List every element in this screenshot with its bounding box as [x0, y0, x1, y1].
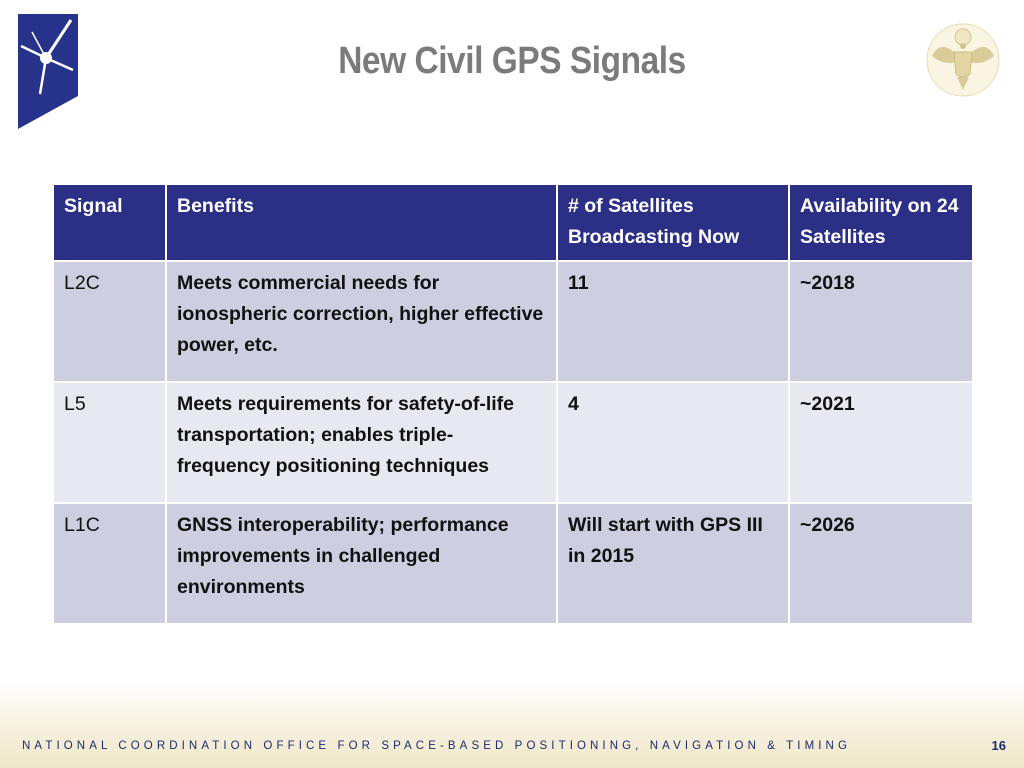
cell-availability: ~2026	[789, 503, 973, 624]
cell-availability: ~2021	[789, 382, 973, 503]
header-satellites: # of Satellites Broadcasting Now	[557, 184, 789, 261]
cell-benefits: Meets requirements for safety-of-life transportation; enables triple-frequency positioning techniques	[166, 382, 557, 503]
signals-table	[52, 183, 974, 625]
cell-benefits: GNSS interoperability; performance improvements in challenged environments	[166, 503, 557, 624]
footer-band	[0, 683, 1024, 768]
table-row	[53, 382, 973, 503]
table-header-row	[53, 184, 973, 261]
cell-signal: L1C	[53, 503, 166, 624]
cell-satellites: 11	[557, 261, 789, 382]
cell-satellites: 4	[557, 382, 789, 503]
table-row	[53, 261, 973, 382]
header-availability: Availability on 24 Satellites	[789, 184, 973, 261]
footer-organization: NATIONAL COORDINATION OFFICE FOR SPACE-BASED POSITIONING, NAVIGATION & TIMING	[22, 740, 851, 752]
cell-signal: L2C	[53, 261, 166, 382]
header-signal: Signal	[53, 184, 166, 261]
great-seal-eagle-icon	[924, 22, 1002, 98]
slide-title: New Civil GPS Signals	[338, 40, 686, 82]
cell-benefits: Meets commercial needs for ionospheric correction, higher effective power, etc.	[166, 261, 557, 382]
cell-signal: L5	[53, 382, 166, 503]
table-row	[53, 503, 973, 624]
cell-satellites: Will start with GPS III in 2015	[557, 503, 789, 624]
header-benefits: Benefits	[166, 184, 557, 261]
page-number: 16	[991, 738, 1006, 753]
cell-availability: ~2018	[789, 261, 973, 382]
